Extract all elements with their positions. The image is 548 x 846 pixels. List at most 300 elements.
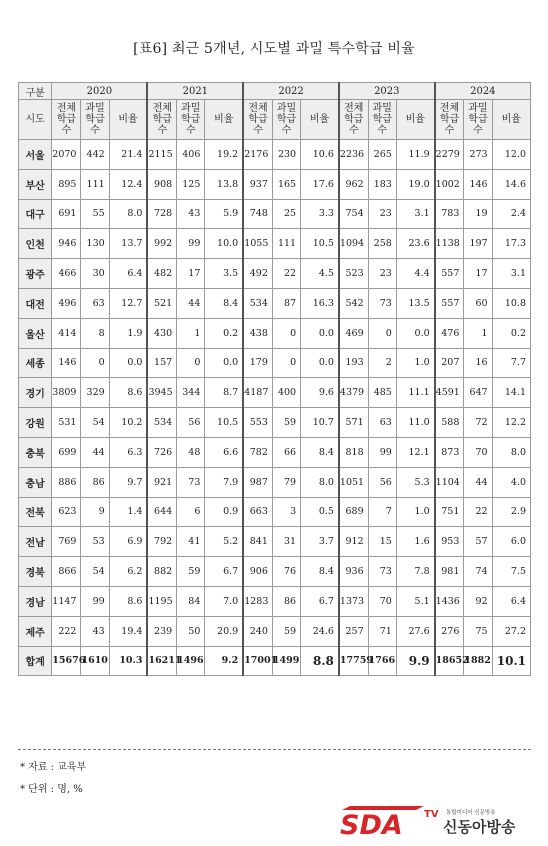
ratio-cell: 2.4 (492, 199, 530, 229)
ratio-cell: 6.9 (109, 527, 147, 557)
source-note: * 자료 : 교육부 (20, 762, 87, 773)
overcrowded-classes-cell: 0 (272, 348, 300, 378)
overcrowded-classes-cell: 0 (272, 318, 300, 348)
total-classes-cell: 2176 (243, 140, 272, 170)
table-row (19, 467, 531, 497)
total-classes-cell: 644 (147, 497, 176, 527)
total-classes-cell: 1051 (339, 467, 368, 497)
total-classes-cell: 987 (243, 467, 272, 497)
column-header-ratio: 비율 (492, 100, 530, 140)
total-classes-cell: 882 (147, 557, 176, 587)
total-classes-cell: 962 (339, 169, 368, 199)
table-title: [표6] 최근 5개년, 시도별 과밀 특수학급 비율 (133, 41, 415, 57)
overcrowded-classes-cell: 406 (177, 140, 205, 170)
ratio-cell: 11.1 (396, 378, 434, 408)
ratio-cell: 13.7 (109, 229, 147, 259)
total-classes-cell: 3945 (147, 378, 176, 408)
ratio-cell: 1.0 (396, 348, 434, 378)
overcrowded-classes-cell: 1610 (81, 646, 109, 676)
total-classes-cell: 588 (435, 408, 464, 438)
overcrowded-classes-cell: 1766 (368, 646, 396, 676)
overcrowded-classes-cell: 73 (368, 288, 396, 318)
overcrowded-classes-cell: 56 (368, 467, 396, 497)
ratio-cell: 12.0 (492, 140, 530, 170)
total-classes-cell: 783 (435, 199, 464, 229)
overcrowded-classes-cell: 125 (177, 169, 205, 199)
ratio-cell: 10.2 (109, 408, 147, 438)
total-classes-cell: 769 (52, 527, 81, 557)
total-classes-cell: 482 (147, 259, 176, 289)
ratio-cell: 5.2 (205, 527, 243, 557)
total-classes-cell: 2236 (339, 140, 368, 170)
column-header-total: 전체 학급 수 (147, 100, 176, 140)
ratio-cell: 8.6 (109, 586, 147, 616)
ratio-cell: 8.7 (205, 378, 243, 408)
overcrowded-classes-cell: 99 (177, 229, 205, 259)
ratio-cell: 8.8 (301, 646, 339, 676)
ratio-cell: 27.2 (492, 616, 530, 646)
ratio-cell: 19.4 (109, 616, 147, 646)
overcrowded-classes-cell: 146 (464, 169, 492, 199)
overcrowded-classes-cell: 22 (464, 497, 492, 527)
ratio-cell: 7.9 (205, 467, 243, 497)
total-classes-cell: 992 (147, 229, 176, 259)
ratio-cell: 6.2 (109, 557, 147, 587)
region-label: 제주 (19, 616, 52, 646)
table-row (19, 616, 531, 646)
ratio-cell: 1.4 (109, 497, 147, 527)
total-classes-cell: 557 (435, 259, 464, 289)
overcrowded-classes-cell: 19 (464, 199, 492, 229)
ratio-cell: 8.4 (301, 557, 339, 587)
ratio-cell: 11.0 (396, 408, 434, 438)
logo-name: 신동아방송 (443, 818, 516, 836)
total-classes-cell: 1094 (339, 229, 368, 259)
total-classes-cell: 496 (52, 288, 81, 318)
overcrowded-classes-cell: 258 (368, 229, 396, 259)
overcrowded-classes-cell: 63 (368, 408, 396, 438)
total-classes-cell: 492 (243, 259, 272, 289)
table-row (19, 199, 531, 229)
ratio-cell: 14.6 (492, 169, 530, 199)
table-row (19, 288, 531, 318)
overcrowded-classes-cell: 60 (464, 288, 492, 318)
overcrowded-classes-cell: 230 (272, 140, 300, 170)
overcrowded-classes-cell: 8 (81, 318, 109, 348)
overcrowded-classes-cell: 17 (177, 259, 205, 289)
table-row (19, 378, 531, 408)
total-classes-cell: 146 (52, 348, 81, 378)
total-classes-cell: 222 (52, 616, 81, 646)
region-label: 경남 (19, 586, 52, 616)
ratio-cell: 6.6 (205, 437, 243, 467)
total-classes-cell: 4187 (243, 378, 272, 408)
column-header-over: 과밀 학급 수 (464, 100, 492, 140)
overcrowded-classes-cell: 57 (464, 527, 492, 557)
overcrowded-classes-cell: 86 (272, 586, 300, 616)
region-label: 전남 (19, 527, 52, 557)
total-classes-cell: 207 (435, 348, 464, 378)
ratio-cell: 7.5 (492, 557, 530, 587)
overcrowded-classes-cell: 647 (464, 378, 492, 408)
table-row (19, 318, 531, 348)
year-header: 2023 (339, 83, 435, 100)
total-classes-cell: 953 (435, 527, 464, 557)
region-label: 서울 (19, 140, 52, 170)
total-classes-cell: 886 (52, 467, 81, 497)
total-classes-cell: 663 (243, 497, 272, 527)
ratio-cell: 5.1 (396, 586, 434, 616)
overcrowded-classes-cell: 44 (464, 467, 492, 497)
ratio-cell: 3.1 (492, 259, 530, 289)
overcrowded-classes-cell: 0 (81, 348, 109, 378)
total-classes-cell: 748 (243, 199, 272, 229)
ratio-cell: 1.6 (396, 527, 434, 557)
overcrowded-classes-cell: 79 (272, 467, 300, 497)
total-classes-cell: 15676 (52, 646, 81, 676)
overcrowded-classes-cell: 74 (464, 557, 492, 587)
overcrowded-classes-cell: 76 (272, 557, 300, 587)
total-classes-cell: 179 (243, 348, 272, 378)
overcrowded-classes-cell: 1499 (272, 646, 300, 676)
ratio-cell: 3.5 (205, 259, 243, 289)
overcrowded-classes-cell: 111 (81, 169, 109, 199)
overcrowded-classes-cell: 63 (81, 288, 109, 318)
ratio-cell: 2.9 (492, 497, 530, 527)
overcrowded-classes-cell: 87 (272, 288, 300, 318)
total-classes-cell: 4591 (435, 378, 464, 408)
total-classes-cell: 1138 (435, 229, 464, 259)
ratio-cell: 4.5 (301, 259, 339, 289)
overcrowded-classes-cell: 442 (81, 140, 109, 170)
total-classes-cell: 239 (147, 616, 176, 646)
overcrowded-classes-cell: 53 (81, 527, 109, 557)
ratio-cell: 13.5 (396, 288, 434, 318)
ratio-cell: 23.6 (396, 229, 434, 259)
overcrowded-classes-cell: 7 (368, 497, 396, 527)
total-classes-cell: 751 (435, 497, 464, 527)
overcrowded-classes-cell: 30 (81, 259, 109, 289)
ratio-cell: 12.1 (396, 437, 434, 467)
overcrowded-classes-cell: 71 (368, 616, 396, 646)
overcrowded-classes-cell: 73 (368, 557, 396, 587)
total-classes-cell: 414 (52, 318, 81, 348)
total-classes-cell: 726 (147, 437, 176, 467)
overcrowded-classes-cell: 485 (368, 378, 396, 408)
column-header-over: 과밀 학급 수 (81, 100, 109, 140)
region-label: 전북 (19, 497, 52, 527)
column-header-ratio: 비율 (396, 100, 434, 140)
total-classes-cell: 240 (243, 616, 272, 646)
region-label: 세종 (19, 348, 52, 378)
ratio-cell: 12.7 (109, 288, 147, 318)
ratio-cell: 9.9 (396, 646, 434, 676)
overcrowded-classes-cell: 0 (177, 348, 205, 378)
overcrowded-classes-cell: 43 (81, 616, 109, 646)
ratio-cell: 8.4 (301, 437, 339, 467)
overcrowded-classes-cell: 0 (368, 318, 396, 348)
logo-mark: SDA (340, 810, 403, 841)
ratio-cell: 7.8 (396, 557, 434, 587)
column-header-total: 전체 학급 수 (339, 100, 368, 140)
total-classes-cell: 2279 (435, 140, 464, 170)
ratio-cell: 6.0 (492, 527, 530, 557)
ratio-cell: 10.7 (301, 408, 339, 438)
region-label: 부산 (19, 169, 52, 199)
total-classes-cell: 895 (52, 169, 81, 199)
column-header-over: 과밀 학급 수 (177, 100, 205, 140)
ratio-cell: 8.0 (492, 437, 530, 467)
ratio-cell: 6.3 (109, 437, 147, 467)
overcrowded-classes-cell: 84 (177, 586, 205, 616)
ratio-cell: 8.0 (301, 467, 339, 497)
ratio-cell: 8.6 (109, 378, 147, 408)
total-classes-cell: 430 (147, 318, 176, 348)
total-classes-cell: 908 (147, 169, 176, 199)
ratio-cell: 3.1 (396, 199, 434, 229)
region-label: 경북 (19, 557, 52, 587)
region-label: 대구 (19, 199, 52, 229)
overcrowded-classes-cell: 43 (177, 199, 205, 229)
overcrowded-classes-cell: 1 (177, 318, 205, 348)
total-classes-cell: 18652 (435, 646, 464, 676)
overcrowded-classes-cell: 66 (272, 437, 300, 467)
ratio-cell: 1.9 (109, 318, 147, 348)
ratio-cell: 12.4 (109, 169, 147, 199)
total-classes-cell: 553 (243, 408, 272, 438)
overcrowded-classes-cell: 1496 (177, 646, 205, 676)
table-row (19, 408, 531, 438)
total-classes-cell: 1104 (435, 467, 464, 497)
ratio-cell: 19.0 (396, 169, 434, 199)
ratio-cell: 11.9 (396, 140, 434, 170)
column-header-ratio: 비율 (109, 100, 147, 140)
ratio-cell: 9.6 (301, 378, 339, 408)
total-classes-cell: 1283 (243, 586, 272, 616)
ratio-cell: 5.3 (396, 467, 434, 497)
overcrowded-classes-cell: 111 (272, 229, 300, 259)
overcrowded-classes-cell: 265 (368, 140, 396, 170)
total-classes-cell: 534 (147, 408, 176, 438)
overcrowded-classes-cell: 70 (464, 437, 492, 467)
overcrowded-classes-cell: 56 (177, 408, 205, 438)
table-row (19, 140, 531, 170)
ratio-cell: 10.8 (492, 288, 530, 318)
year-header: 2024 (435, 83, 531, 100)
total-classes-cell: 841 (243, 527, 272, 557)
region-label: 경기 (19, 378, 52, 408)
overcrowded-classes-cell: 23 (368, 259, 396, 289)
overcrowded-classes-cell: 2 (368, 348, 396, 378)
total-classes-cell: 906 (243, 557, 272, 587)
ratio-cell: 13.8 (205, 169, 243, 199)
total-classes-cell: 466 (52, 259, 81, 289)
overcrowded-classes-cell: 48 (177, 437, 205, 467)
total-classes-cell: 921 (147, 467, 176, 497)
ratio-cell: 12.2 (492, 408, 530, 438)
overcrowded-classes-cell: 273 (464, 140, 492, 170)
overcrowded-classes-cell: 197 (464, 229, 492, 259)
total-classes-cell: 1373 (339, 586, 368, 616)
total-classes-cell: 699 (52, 437, 81, 467)
total-classes-cell: 257 (339, 616, 368, 646)
ratio-cell: 10.1 (492, 646, 530, 676)
total-classes-cell: 17759 (339, 646, 368, 676)
ratio-cell: 10.3 (109, 646, 147, 676)
ratio-cell: 0.5 (301, 497, 339, 527)
overcrowded-classes-cell: 31 (272, 527, 300, 557)
total-classes-cell: 542 (339, 288, 368, 318)
total-classes-cell: 792 (147, 527, 176, 557)
total-classes-cell: 623 (52, 497, 81, 527)
total-classes-cell: 946 (52, 229, 81, 259)
ratio-cell: 20.9 (205, 616, 243, 646)
total-classes-cell: 276 (435, 616, 464, 646)
total-classes-cell: 469 (339, 318, 368, 348)
total-classes-cell: 4379 (339, 378, 368, 408)
total-classes-cell: 818 (339, 437, 368, 467)
overcrowded-classes-cell: 72 (464, 408, 492, 438)
ratio-cell: 8.4 (205, 288, 243, 318)
total-classes-cell: 531 (52, 408, 81, 438)
ratio-cell: 10.0 (205, 229, 243, 259)
ratio-cell: 0.9 (205, 497, 243, 527)
total-classes-cell: 3809 (52, 378, 81, 408)
overcrowded-classes-cell: 99 (368, 437, 396, 467)
total-classes-cell: 1436 (435, 586, 464, 616)
total-classes-cell: 557 (435, 288, 464, 318)
total-classes-cell: 866 (52, 557, 81, 587)
ratio-cell: 10.5 (301, 229, 339, 259)
overcrowded-classes-cell: 329 (81, 378, 109, 408)
overcrowded-classes-cell: 99 (81, 586, 109, 616)
total-classes-cell: 937 (243, 169, 272, 199)
header-group-cell: 구분 (19, 83, 52, 100)
region-label: 울산 (19, 318, 52, 348)
total-classes-cell: 981 (435, 557, 464, 587)
ratio-cell: 8.0 (109, 199, 147, 229)
total-classes-cell: 1147 (52, 586, 81, 616)
overcrowded-classes-cell: 44 (177, 288, 205, 318)
unit-note: * 단위 : 명, % (20, 784, 83, 795)
total-classes-cell: 782 (243, 437, 272, 467)
overcrowded-classes-cell: 59 (272, 408, 300, 438)
total-classes-cell: 521 (147, 288, 176, 318)
ratio-cell: 17.3 (492, 229, 530, 259)
overcrowded-classes-cell: 50 (177, 616, 205, 646)
total-classes-cell: 728 (147, 199, 176, 229)
overcrowded-classes-cell: 17 (464, 259, 492, 289)
overcrowded-classes-cell: 1882 (464, 646, 492, 676)
overcrowded-classes-cell: 23 (368, 199, 396, 229)
total-classes-cell: 193 (339, 348, 368, 378)
overcrowded-classes-cell: 130 (81, 229, 109, 259)
total-classes-cell: 1055 (243, 229, 272, 259)
total-classes-cell: 16211 (147, 646, 176, 676)
year-header: 2021 (147, 83, 243, 100)
ratio-cell: 4.4 (396, 259, 434, 289)
overcrowded-classes-cell: 183 (368, 169, 396, 199)
ratio-cell: 6.7 (301, 586, 339, 616)
ratio-cell: 1.0 (396, 497, 434, 527)
ratio-cell: 6.4 (492, 586, 530, 616)
region-label: 합계 (19, 646, 52, 676)
column-header-total: 전체 학급 수 (243, 100, 272, 140)
ratio-cell: 7.0 (205, 586, 243, 616)
overcrowded-classes-cell: 44 (81, 437, 109, 467)
total-classes-cell: 157 (147, 348, 176, 378)
total-classes-cell: 438 (243, 318, 272, 348)
total-classes-cell: 2115 (147, 140, 176, 170)
total-classes-cell: 523 (339, 259, 368, 289)
total-classes-cell: 476 (435, 318, 464, 348)
region-label: 대전 (19, 288, 52, 318)
ratio-cell: 0.0 (301, 348, 339, 378)
ratio-cell: 0.0 (396, 318, 434, 348)
total-classes-cell: 912 (339, 527, 368, 557)
overcrowded-classes-cell: 1 (464, 318, 492, 348)
region-label: 인천 (19, 229, 52, 259)
ratio-cell: 24.6 (301, 616, 339, 646)
year-header: 2022 (243, 83, 339, 100)
ratio-cell: 21.4 (109, 140, 147, 170)
table-row (19, 169, 531, 199)
overcrowded-classes-cell: 70 (368, 586, 396, 616)
ratio-cell: 0.2 (492, 318, 530, 348)
ratio-cell: 0.2 (205, 318, 243, 348)
table-row (19, 259, 531, 289)
overcrowded-classes-cell: 16 (464, 348, 492, 378)
table-row (19, 586, 531, 616)
overcrowded-classes-cell: 86 (81, 467, 109, 497)
region-header: 시도 (19, 100, 52, 140)
table-row (19, 437, 531, 467)
total-classes-cell: 1002 (435, 169, 464, 199)
ratio-cell: 10.6 (301, 140, 339, 170)
statistics-table (18, 82, 531, 676)
table-row (19, 557, 531, 587)
overcrowded-classes-cell: 6 (177, 497, 205, 527)
ratio-cell: 10.5 (205, 408, 243, 438)
overcrowded-classes-cell: 92 (464, 586, 492, 616)
total-classes-cell: 873 (435, 437, 464, 467)
overcrowded-classes-cell: 41 (177, 527, 205, 557)
column-header-ratio: 비율 (205, 100, 243, 140)
table-row (19, 497, 531, 527)
region-label: 강원 (19, 408, 52, 438)
table-row (19, 229, 531, 259)
total-classes-cell: 754 (339, 199, 368, 229)
table-row (19, 527, 531, 557)
ratio-cell: 0.0 (301, 318, 339, 348)
ratio-cell: 6.4 (109, 259, 147, 289)
ratio-cell: 14.1 (492, 378, 530, 408)
total-classes-cell: 17001 (243, 646, 272, 676)
region-label: 광주 (19, 259, 52, 289)
overcrowded-classes-cell: 22 (272, 259, 300, 289)
ratio-cell: 9.2 (205, 646, 243, 676)
ratio-cell: 0.0 (109, 348, 147, 378)
overcrowded-classes-cell: 55 (81, 199, 109, 229)
overcrowded-classes-cell: 25 (272, 199, 300, 229)
overcrowded-classes-cell: 9 (81, 497, 109, 527)
overcrowded-classes-cell: 3 (272, 497, 300, 527)
ratio-cell: 9.7 (109, 467, 147, 497)
overcrowded-classes-cell: 73 (177, 467, 205, 497)
column-header-over: 과밀 학급 수 (272, 100, 300, 140)
region-label: 충북 (19, 437, 52, 467)
overcrowded-classes-cell: 75 (464, 616, 492, 646)
